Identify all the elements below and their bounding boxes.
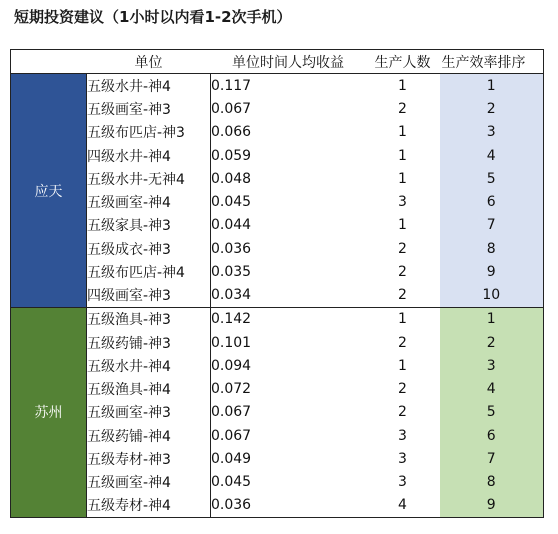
header-rank: 生产效率排序 — [440, 50, 544, 74]
people-count-cell: 1 — [398, 124, 407, 141]
people-count-cell: 2 — [398, 404, 407, 421]
unit-name-cell: 五级水井-神4 — [87, 354, 211, 377]
unit-name-cell: 五级画室-神3 — [87, 401, 211, 424]
unit-name-cell: 五级渔具-神3 — [87, 307, 211, 331]
table-row — [11, 121, 544, 144]
people-count-cell: 1 — [366, 74, 440, 98]
people-count-cell: 4 — [398, 497, 407, 514]
people-count-cell: 2 — [398, 240, 407, 257]
unit-name-cell: 五级渔具-神4 — [87, 378, 211, 401]
table-row — [11, 354, 544, 377]
unit-name-cell: 四级画室-神3 — [87, 284, 211, 308]
table-row — [11, 191, 544, 214]
table-row — [11, 284, 544, 308]
people-count-cell: 2 — [398, 334, 407, 351]
table-row — [11, 378, 544, 401]
rank-cell: 6 — [440, 191, 544, 214]
rank-cell: 4 — [440, 144, 544, 167]
table-row — [11, 401, 544, 424]
yield-cell: 0.035 — [211, 263, 252, 280]
rank-cell: 10 — [440, 284, 544, 308]
unit-name-cell: 五级成衣-神3 — [87, 237, 211, 260]
rank-cell: 9 — [440, 494, 544, 518]
table-row — [11, 74, 544, 98]
yield-cell: 0.094 — [211, 357, 252, 374]
rank-cell: 1 — [440, 74, 544, 98]
rank-cell: 5 — [440, 401, 544, 424]
people-count-cell: 2 — [398, 287, 407, 304]
yield-cell: 0.067 — [211, 427, 252, 444]
yield-cell: 0.048 — [211, 170, 252, 187]
yield-cell: 0.044 — [211, 217, 252, 234]
unit-name-cell: 五级画室-神4 — [87, 471, 211, 494]
unit-name-cell: 五级画室-神3 — [87, 98, 211, 121]
people-count-cell: 1 — [398, 217, 407, 234]
table-row — [11, 214, 544, 237]
people-count-cell: 1 — [366, 307, 440, 331]
people-count-cell: 3 — [398, 427, 407, 444]
city-label: 应天 — [11, 74, 87, 308]
rank-cell: 1 — [440, 307, 544, 331]
yield-cell: 0.036 — [211, 497, 252, 514]
rank-cell: 7 — [440, 447, 544, 470]
people-count-cell: 1 — [398, 170, 407, 187]
unit-name-cell: 五级布匹店-神3 — [87, 121, 211, 144]
yield-cell: 0.059 — [211, 147, 252, 164]
people-count-cell: 2 — [398, 101, 407, 118]
unit-name-cell: 五级寿材-神3 — [87, 447, 211, 470]
yield-cell: 0.101 — [211, 334, 252, 351]
yield-cell: 0.142 — [211, 307, 366, 331]
table-row — [11, 167, 544, 190]
rank-cell: 3 — [440, 354, 544, 377]
rank-cell: 8 — [440, 237, 544, 260]
header-row — [11, 50, 544, 74]
rank-cell: 2 — [440, 98, 544, 121]
unit-name-cell: 五级寿材-神4 — [87, 494, 211, 518]
yield-cell: 0.036 — [211, 240, 252, 257]
unit-name-cell: 五级水井-无神4 — [87, 167, 211, 190]
header-yield: 单位时间人均收益 — [211, 50, 366, 74]
table-row — [11, 307, 544, 331]
page-title: 短期投资建议（1小时以内看1-2次手机） — [14, 8, 292, 26]
yield-cell: 0.034 — [211, 287, 252, 304]
rank-cell: 5 — [440, 167, 544, 190]
yield-cell: 0.067 — [211, 101, 252, 118]
people-count-cell: 3 — [398, 450, 407, 467]
rank-cell: 8 — [440, 471, 544, 494]
unit-name-cell: 四级水井-神4 — [87, 144, 211, 167]
table-row — [11, 447, 544, 470]
header-blank — [11, 50, 87, 74]
rank-cell: 3 — [440, 121, 544, 144]
unit-name-cell: 五级药铺-神3 — [87, 331, 211, 354]
table-row — [11, 144, 544, 167]
city-label: 苏州 — [11, 307, 87, 517]
people-count-cell: 2 — [398, 263, 407, 280]
people-count-cell: 1 — [398, 357, 407, 374]
table-body — [11, 74, 544, 518]
yield-cell: 0.045 — [211, 194, 252, 211]
rank-cell: 9 — [440, 260, 544, 283]
table-row — [11, 260, 544, 283]
unit-name-cell: 五级水井-神4 — [87, 74, 211, 98]
people-count-cell: 3 — [398, 474, 407, 491]
table-row — [11, 424, 544, 447]
rank-cell: 6 — [440, 424, 544, 447]
unit-name-cell: 五级家具-神3 — [87, 214, 211, 237]
table-row — [11, 494, 544, 518]
yield-cell: 0.117 — [211, 74, 366, 98]
rank-cell: 4 — [440, 378, 544, 401]
unit-name-cell: 五级画室-神4 — [87, 191, 211, 214]
table-row — [11, 98, 544, 121]
investment-table — [10, 49, 544, 518]
table-row — [11, 471, 544, 494]
table-row — [11, 237, 544, 260]
yield-cell: 0.066 — [211, 124, 252, 141]
header-unit: 单位 — [87, 50, 211, 74]
rank-cell: 2 — [440, 331, 544, 354]
unit-name-cell: 五级布匹店-神4 — [87, 260, 211, 283]
unit-name-cell: 五级药铺-神4 — [87, 424, 211, 447]
yield-cell: 0.067 — [211, 404, 252, 421]
rank-cell: 7 — [440, 214, 544, 237]
people-count-cell: 3 — [398, 194, 407, 211]
yield-cell: 0.072 — [211, 381, 252, 398]
yield-cell: 0.045 — [211, 474, 252, 491]
people-count-cell: 1 — [398, 147, 407, 164]
header-people: 生产人数 — [366, 50, 440, 74]
people-count-cell: 2 — [398, 381, 407, 398]
yield-cell: 0.049 — [211, 450, 252, 467]
table-row — [11, 331, 544, 354]
